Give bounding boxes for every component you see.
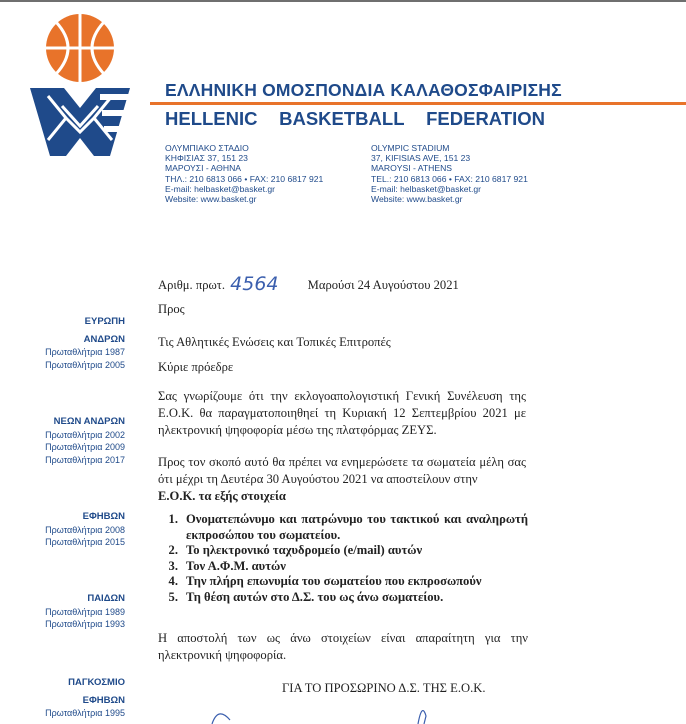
list-item-number: 4. (168, 574, 178, 588)
paragraph-text: Η αποστολή των ως άνω στοιχείων είναι απαραίτητη για την ηλεκτρονική ψηφοφορία. (158, 631, 528, 662)
protocol-number: 4564 (230, 273, 279, 295)
sidebar-entry: Πρωταθλήτρια 2002 (45, 429, 125, 440)
paragraph-text: Προς τον σκοπό αυτό θα πρέπει να ενημερώσετε τα σωματεία μέλη σας ότι μέχρι τη Δευτέρα 30 Αυγούστου 2021 να αποστείλουν στην (158, 455, 526, 486)
sidebar-section-title: ΕΦΗΒΩΝ (82, 511, 125, 522)
list-item-text: Το ηλεκτρονικό ταχυδρομείο (e/mail) αυτών (186, 543, 423, 557)
list-item-number: 5. (168, 589, 178, 604)
address-line: ΤΗΛ.: 210 6813 066 • FAX: 210 6817 921 (165, 173, 324, 184)
sidebar-entry: Πρωταθλήτρια 2008 (45, 524, 125, 535)
list-item-text: Ονοματεπώνυμο και πατρώνυμο του τακτικού και αναληρωτή εκπροσώπου του σωματείου. (186, 512, 528, 542)
sidebar-entry: Πρωταθλήτρια 2015 (45, 537, 125, 548)
address-greek (165, 143, 323, 204)
protocol-line (158, 272, 459, 294)
list-item (158, 574, 528, 590)
sidebar-section-title: ΠΑΙΔΩΝ (87, 593, 125, 604)
sidebar-young-men (0, 416, 125, 466)
list-item-number: 1. (168, 512, 178, 526)
list-item-text: Τον Α.Φ.Μ. αυτών (186, 558, 286, 573)
sidebar-section-title: ΠΑΓΚΟΣΜΙΟ (68, 677, 125, 688)
email-link[interactable]: E-mail: helbasket@basket.gr (165, 183, 275, 194)
scan-top-edge (0, 0, 686, 2)
email-link[interactable]: E-mail: helbasket@basket.gr (371, 183, 481, 194)
sidebar-entry: Πρωταθλήτρια 1989 (45, 606, 125, 617)
org-name-greek: ΕΛΛΗΝΙΚΗ ΟΜΟΣΠΟΝΔΙΑ ΚΑΛΑΘΟΣΦΑΙΡΙΣΗΣ (165, 80, 562, 100)
address-line: MAROYSI - ATHENS (371, 163, 453, 174)
sidebar-section-subtitle: ΑΝΔΡΩΝ (83, 333, 125, 345)
required-items-list (158, 512, 528, 605)
org-name-en-word: FEDERATION (426, 108, 545, 129)
org-name-en-word: HELLENIC (165, 108, 258, 129)
org-name-en-word: BASKETBALL (279, 108, 405, 129)
list-item-number: 2. (168, 543, 178, 557)
sidebar-section-title: ΝΕΩΝ ΑΝΔΡΩΝ (53, 416, 125, 427)
sidebar-section-subtitle: ΕΦΗΒΩΝ (82, 694, 125, 706)
to-label: Προς (158, 302, 185, 316)
paragraph-bold-text: Ε.Ο.Κ. τα εξής στοιχεία (158, 489, 286, 503)
sidebar-cadets (0, 593, 125, 631)
sidebar-entry: Πρωταθλήτρια 2009 (45, 442, 125, 453)
recipients: Τις Αθλητικές Ενώσεις και Τοπικές Επιτροπές (158, 335, 391, 349)
address-line: ΚΗΦΙΣΙΑΣ 37, 151 23 (165, 153, 248, 164)
sidebar-entry: Πρωταθλήτρια 2005 (45, 359, 125, 370)
address-line: 37, KIFISIAS AVE, 151 23 (371, 153, 471, 164)
address-english (371, 143, 528, 204)
list-item-number: 3. (168, 558, 178, 573)
address-line: TEL.: 210 6813 066 • FAX: 210 6817 921 (371, 173, 528, 184)
paragraph-closing (158, 630, 528, 664)
address-line: ΜΑΡΟΥΣΙ - ΑΘΗΝΑ (165, 163, 242, 174)
paragraph-text: Σας γνωρίζουμε ότι την εκλογοαπολογιστική Γενική Συνέλευση της Ε.Ο.Κ. θα παραγματοποιηθηεί τη Κυριακή 12 Σεπτεμβρίου 2021 με ηλεκτρονική ψηφοφορία μέσω της πλατφόρμας ΖΕΥΣ. (158, 389, 526, 437)
federation-logo (22, 10, 137, 160)
org-name-english (165, 108, 545, 130)
address-line: OLYMPIC STADIUM (371, 143, 450, 153)
sidebar-entry: Πρωταθλήτρια 1987 (45, 347, 125, 358)
list-item (158, 543, 528, 559)
protocol-label: Αριθμ. πρωτ. (158, 278, 225, 292)
paragraph-instructions (158, 454, 526, 505)
sidebar-juniors (0, 511, 125, 549)
header-divider (150, 102, 686, 105)
sidebar-entry: Πρωταθλήτρια 1993 (45, 619, 125, 630)
website-link[interactable]: Website: www.basket.gr (165, 194, 257, 205)
list-item-text: Τη θέση αυτών στο Δ.Σ. του ως άνω σωματείου. (186, 589, 444, 604)
place-date: Μαρούσι 24 Αυγούστου 2021 (307, 278, 459, 292)
list-item (158, 590, 528, 606)
list-item (158, 512, 528, 543)
sidebar-europe-men (0, 316, 125, 371)
list-item (158, 559, 528, 575)
salutation: Κύριε πρόεδρε (158, 360, 234, 374)
sidebar-entry: Πρωταθλήτρια 1995 (45, 708, 125, 719)
sidebar-world-juniors (0, 677, 125, 720)
sidebar-entry: Πρωταθλήτρια 2017 (45, 454, 125, 465)
signature-stroke (200, 696, 460, 724)
sidebar-section-title: ΕΥΡΩΠΗ (84, 316, 125, 327)
paragraph-announcement (158, 388, 526, 439)
address-line: ΟΛΥΜΠΙΑΚΟ ΣΤΑΔΙΟ (165, 143, 249, 153)
website-link[interactable]: Website: www.basket.gr (371, 194, 463, 205)
signature-title: ΓΙΑ ΤΟ ΠΡΟΣΩΡΙΝΟ Δ.Σ. ΤΗΣ Ε.Ο.Κ. (282, 681, 486, 695)
list-item-text: Την πλήρη επωνυμία του σωματείου που εκπροσωπούν (186, 574, 482, 588)
